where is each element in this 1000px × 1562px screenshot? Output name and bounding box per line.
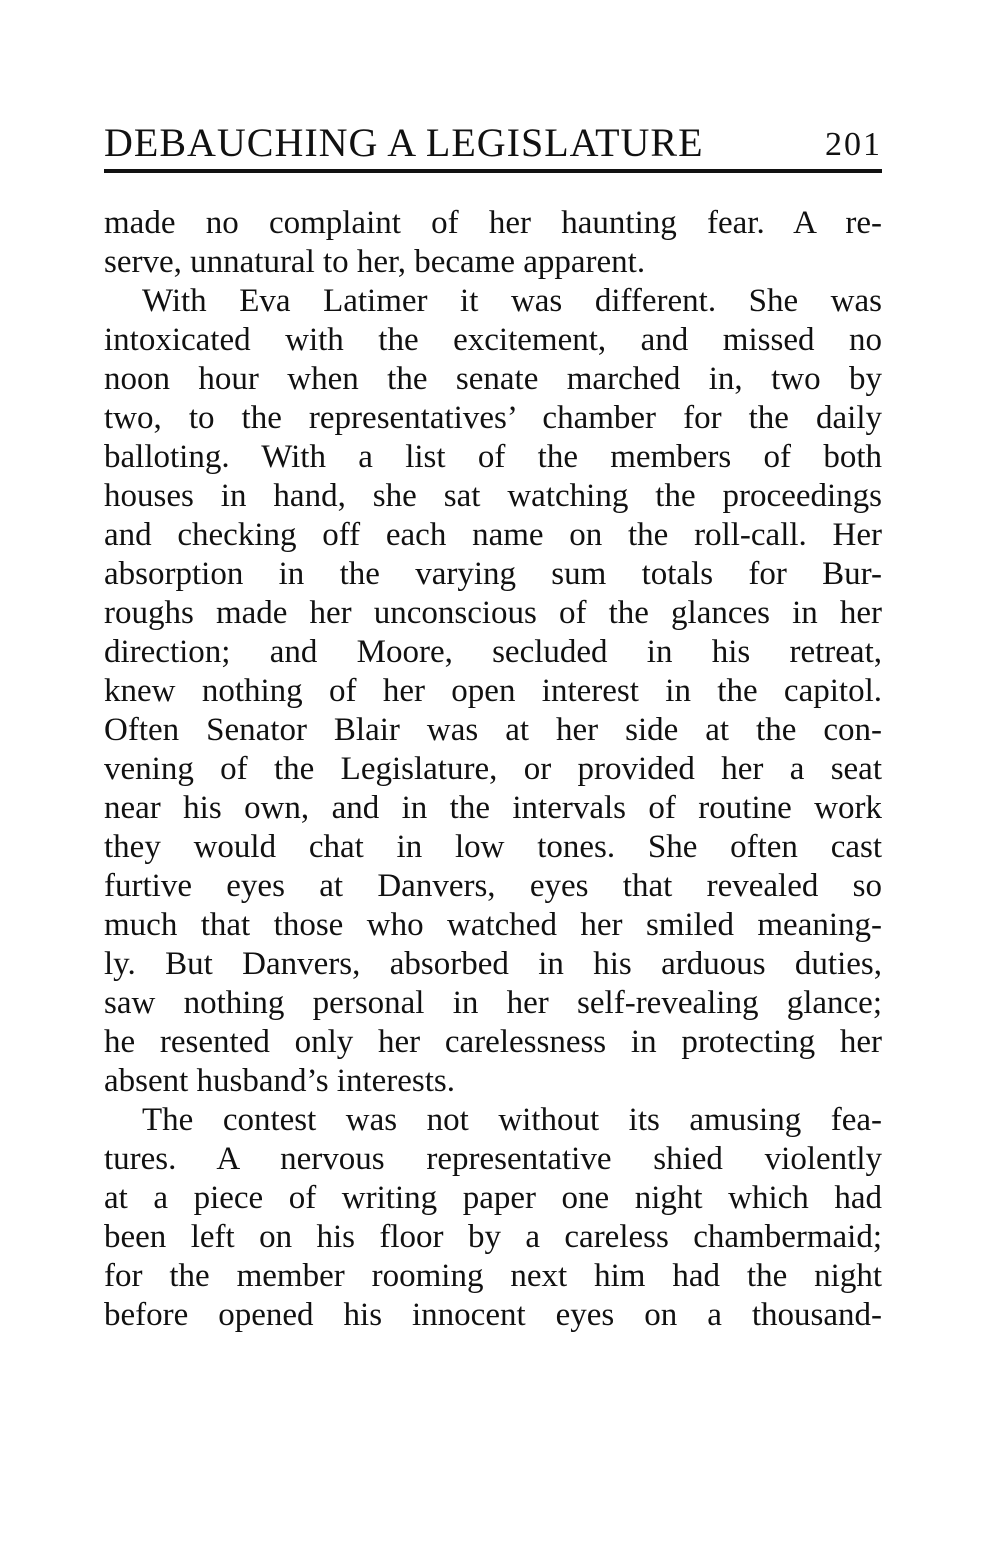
page-number: 201 [825, 126, 882, 163]
text-line: two, to the representatives’ chamber for the daily [104, 400, 882, 436]
text-line: before opened his innocent eyes on a thousand- [104, 1297, 882, 1333]
text-line: Often Senator Blair was at her side at the con- [104, 712, 882, 748]
text-line: houses in hand, she sat watching the proceedings [104, 478, 882, 514]
text-line: much that those who watched her smiled meaning- [104, 907, 882, 943]
text-line: serve, unnatural to her, became apparent. [104, 244, 646, 280]
text-line: intoxicated with the excitement, and missed no [104, 322, 882, 358]
text-line: at a piece of writing paper one night which had [104, 1180, 882, 1216]
text-line: they would chat in low tones. She often cast [104, 829, 882, 865]
text-line: balloting. With a list of the members of both [104, 439, 882, 475]
text-line: been left on his floor by a careless chambermaid; [104, 1219, 882, 1255]
text-line: and checking off each name on the roll-call. Her [104, 517, 882, 553]
running-head [104, 118, 882, 168]
text-line: absorption in the varying sum totals for Bur- [104, 556, 882, 592]
text-line: roughs made her unconscious of the glances in her [104, 595, 882, 631]
body-text [104, 204, 882, 1335]
text-line: tures. A nervous representative shied violently [104, 1141, 882, 1177]
text-line: direction; and Moore, secluded in his retreat, [104, 634, 882, 670]
text-line: absent husband’s interests. [104, 1063, 456, 1099]
text-line: near his own, and in the intervals of routine work [104, 790, 882, 826]
text-line: he resented only her carelessness in protecting her [104, 1024, 882, 1060]
text-line: noon hour when the senate marched in, two by [104, 361, 882, 397]
text-line: ly. But Danvers, absorbed in his arduous duties, [104, 946, 882, 982]
text-line: furtive eyes at Danvers, eyes that revealed so [104, 868, 882, 904]
text-line: for the member rooming next him had the night [104, 1258, 882, 1294]
text-line: made no complaint of her haunting fear. A re- [104, 205, 882, 241]
text-line: The contest was not without its amusing fea- [142, 1102, 882, 1138]
text-line: knew nothing of her open interest in the capitol. [104, 673, 882, 709]
text-line: saw nothing personal in her self-revealing glance; [104, 985, 882, 1021]
chapter-title: DEBAUCHING A LEGISLATURE [104, 120, 704, 165]
text-line: vening of the Legislature, or provided her a seat [104, 751, 882, 787]
text-line: With Eva Latimer it was different. She was [142, 283, 882, 319]
header-rule [104, 169, 882, 173]
